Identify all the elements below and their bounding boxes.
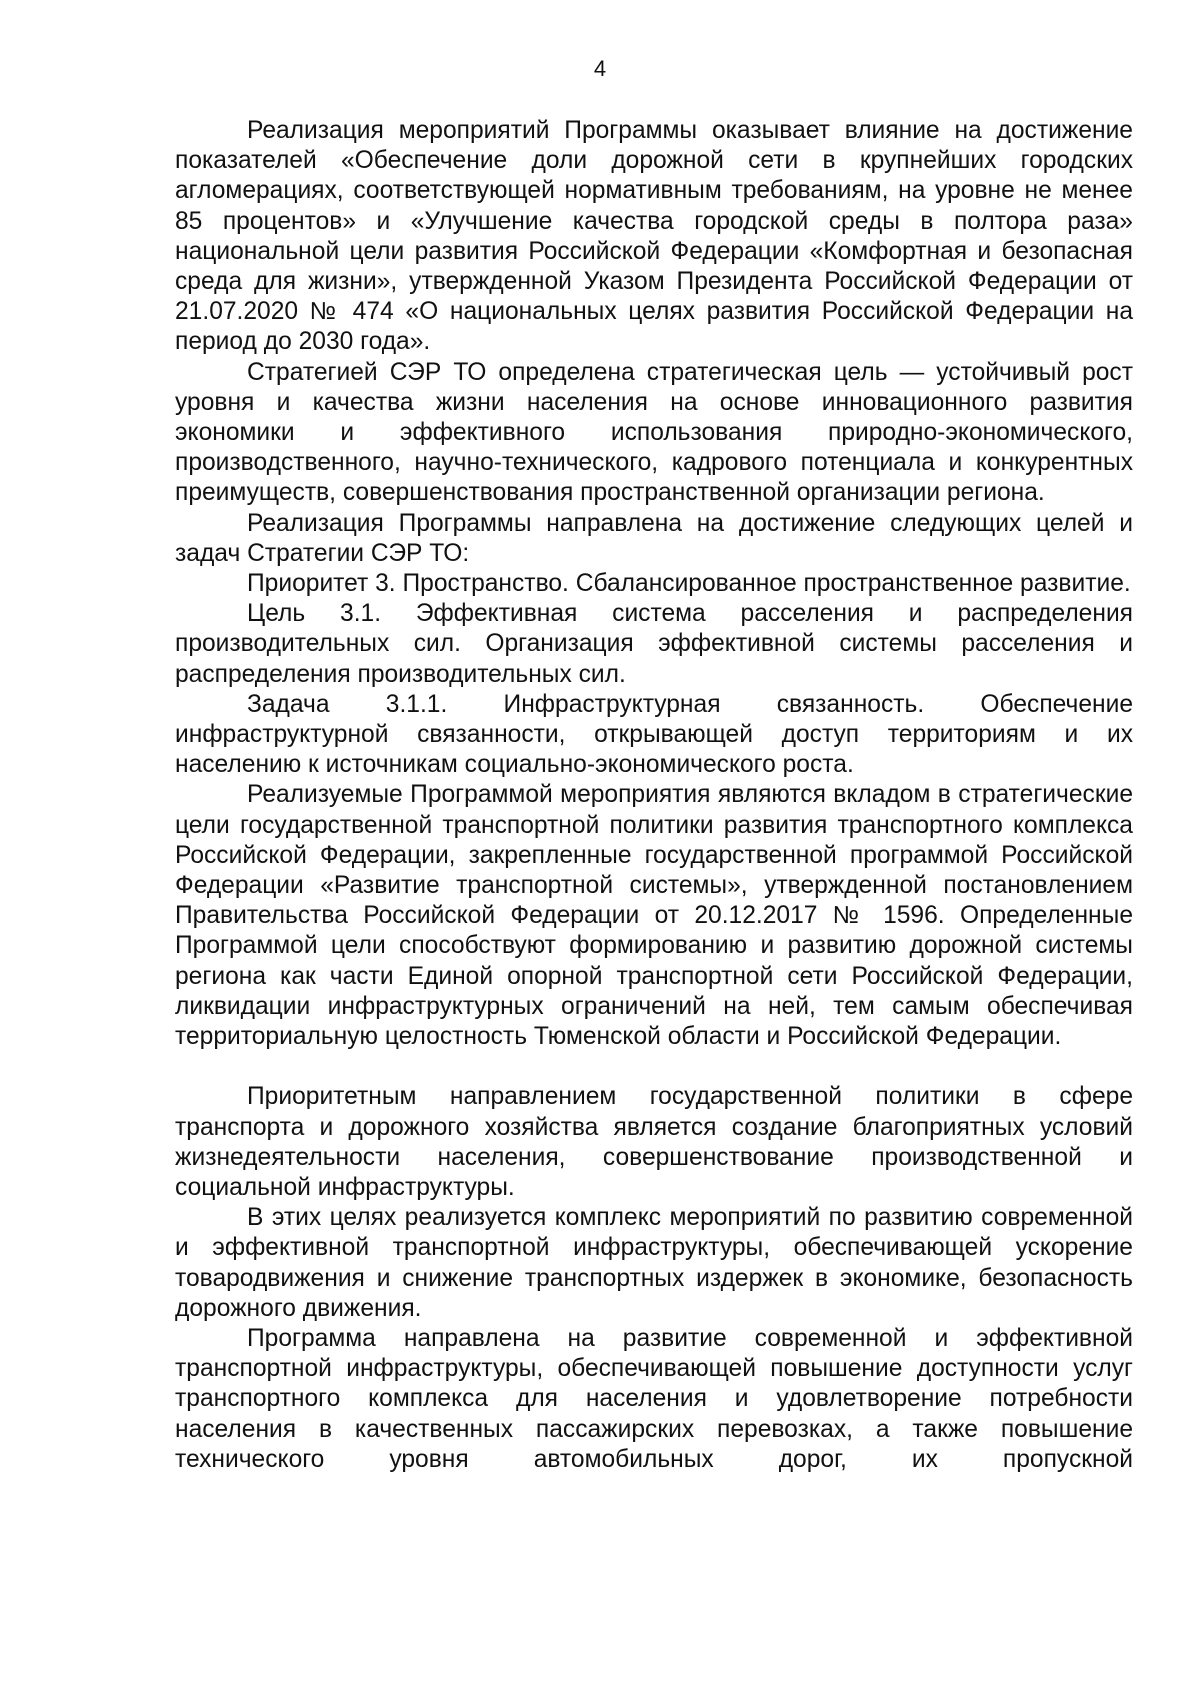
paragraph-gap xyxy=(175,1052,1133,1082)
paragraph-strategic-goal: Стратегией СЭР ТО определена стратегическая цель — устойчивый рост уровня и качества жизни населения на основе инновационного развития экономики и эффективного использования природно-экономического, производственного, научно-технического, кадрового потенциала и конкурентных преимуществ, совершенствования пространственной организации региона. xyxy=(175,358,1133,507)
page-number: 4 xyxy=(593,56,607,81)
paragraph-priority-3: Приоритет 3. Пространство. Сбалансированное пространственное развитие. xyxy=(247,570,1131,598)
document-body xyxy=(175,116,1133,1475)
paragraph-program-direction: Программа направлена на развитие современной и эффективной транспортной инфраструктуры, обеспечивающей повышение доступности услуг транспортного комплекса для населения и удовлетворение потребности населения в качественных пассажирских перевозках, а также повышение технического уровня автомобильных дорог, их пропускной xyxy=(175,1324,1133,1473)
paragraph-state-transport-policy: Реализуемые Программой мероприятия являются вкладом в стратегические цели государственной транспортной политики развития транспортного комплекса Российской Федерации, закрепленные государственной программой Российской Федерации «Развитие транспортной системы», утвержденной постановлением Правительства Российской Федерации от 20.12.2017 № 1596. Определенные Программой цели способствуют формированию и развитию дорожной системы региона как части Единой опорной транспортной сети Российской Федерации, ликвидации инфраструктурных ограничений на ней, тем самым обеспечивая территориальную целостность Тюменской области и Российской Федерации. xyxy=(175,781,1133,1051)
paragraph-national-goals: Реализация мероприятий Программы оказывает влияние на достижение показателей «Обеспечение доли дорожной сети в крупнейших городских агломерациях, соответствующей нормативным требованиям, на уровне не менее 85 процентов» и «Улучшение качества городской среды в полтора раза» национальной цели развития Российской Федерации «Комфортная и безопасная среда для жизни», утвержденной Указом Президента Российской Федерации от 21.07.2020 № 474 «О национальных целях развития Российской Федерации на период до 2030 года». xyxy=(175,117,1133,356)
paragraph-priority-direction: Приоритетным направлением государственной политики в сфере транспорта и дорожного хозяйства является создание благоприятных условий жизнедеятельности населения, совершенствование производственной и социальной инфраструктуры. xyxy=(175,1083,1133,1201)
paragraph-program-aims: Реализация Программы направлена на достижение следующих целей и задач Стратегии СЭР ТО: xyxy=(175,509,1133,567)
paragraph-goal-3-1: Цель 3.1. Эффективная система расселения и распределения производительных сил. Организация эффективной системы расселения и распределения производительных сил. xyxy=(175,600,1133,688)
paragraph-measures-complex: В этих целях реализуется комплекс мероприятий по развитию современной и эффективной транспортной инфраструктуры, обеспечивающей ускорение товародвижения и снижение транспортных издержек в экономике, безопасность дорожного движения. xyxy=(175,1204,1133,1322)
paragraph-task-3-1-1: Задача 3.1.1. Инфраструктурная связанность. Обеспечение инфраструктурной связанности, открывающей доступ территориям и их населению к источникам социально-экономического роста. xyxy=(175,690,1133,779)
